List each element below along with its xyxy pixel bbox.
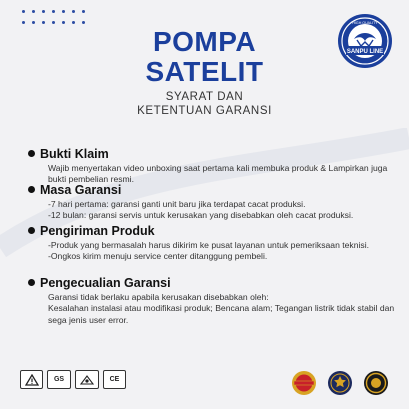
gs-icon <box>47 370 71 389</box>
ce-label: CE <box>109 376 120 383</box>
bullet-icon <box>28 227 35 234</box>
section-body <box>48 199 398 222</box>
page-title-line1: POMPA <box>152 26 257 57</box>
section-pengiriman-produk <box>28 224 398 263</box>
section-pengecualian-garansi <box>28 276 398 326</box>
section-line: Wajib menyertakan video unboxing saat pertama kali membuka produk & Lampirkan juga bukti pembelian resmi. <box>48 163 388 185</box>
section-heading: Pengiriman Produk <box>40 224 155 238</box>
ce-icon <box>103 370 126 389</box>
section-line: -Produk yang bermasalah harus dikirim ke pusat layanan untuk pemeriksaan teknisi. <box>48 240 369 250</box>
certification-row <box>20 370 126 389</box>
section-bukti-klaim <box>28 147 398 186</box>
section-body <box>48 292 398 326</box>
subtitle-line1: SYARAT DAN <box>165 91 244 103</box>
section-body <box>48 240 398 263</box>
section-line: Kesalahan instalasi atau modifikasi produk; Bencana alam; Tegangan listrik tidak stabil dan sega jenis user error. <box>48 303 395 325</box>
warning-triangle-icon <box>20 370 43 389</box>
section-line: Garansi tidak berlaku apabila kerusakan disebabkan oleh: <box>48 292 269 302</box>
badge-row <box>291 370 389 396</box>
section-heading: Bukti Klaim <box>40 147 109 161</box>
brand-logo <box>337 13 393 69</box>
logo-text: SANPU LINE <box>346 49 384 55</box>
section-line: -7 hari pertama: garansi ganti unit baru jika terdapat cacat produksi. <box>48 199 306 209</box>
bullet-icon <box>28 186 35 193</box>
section-heading: Pengecualian Garansi <box>40 276 171 290</box>
logo-arc-text: HIGH QUALITY <box>352 21 378 25</box>
subtitle-line2: KETENTUAN GARANSI <box>137 105 272 117</box>
gs-label: GS <box>53 376 65 383</box>
dot-grid-decoration <box>22 10 88 27</box>
section-heading: Masa Garansi <box>40 183 122 197</box>
bullet-icon <box>28 279 35 286</box>
guarantee-badge-icon <box>363 370 389 396</box>
section-masa-garansi <box>28 183 398 222</box>
top-brand-badge-icon <box>327 370 353 396</box>
page-title-line2: SATELIT <box>145 56 264 87</box>
section-line: -12 bulan: garansi servis untuk kerusakan yang disebabkan oleh cacat produksi. <box>48 210 354 221</box>
bullet-icon <box>28 150 35 157</box>
best-seller-badge-icon <box>291 370 317 396</box>
sgs-icon <box>75 370 99 389</box>
section-line: -Ongkos kirim menuju service center ditanggung pembeli. <box>48 251 268 262</box>
